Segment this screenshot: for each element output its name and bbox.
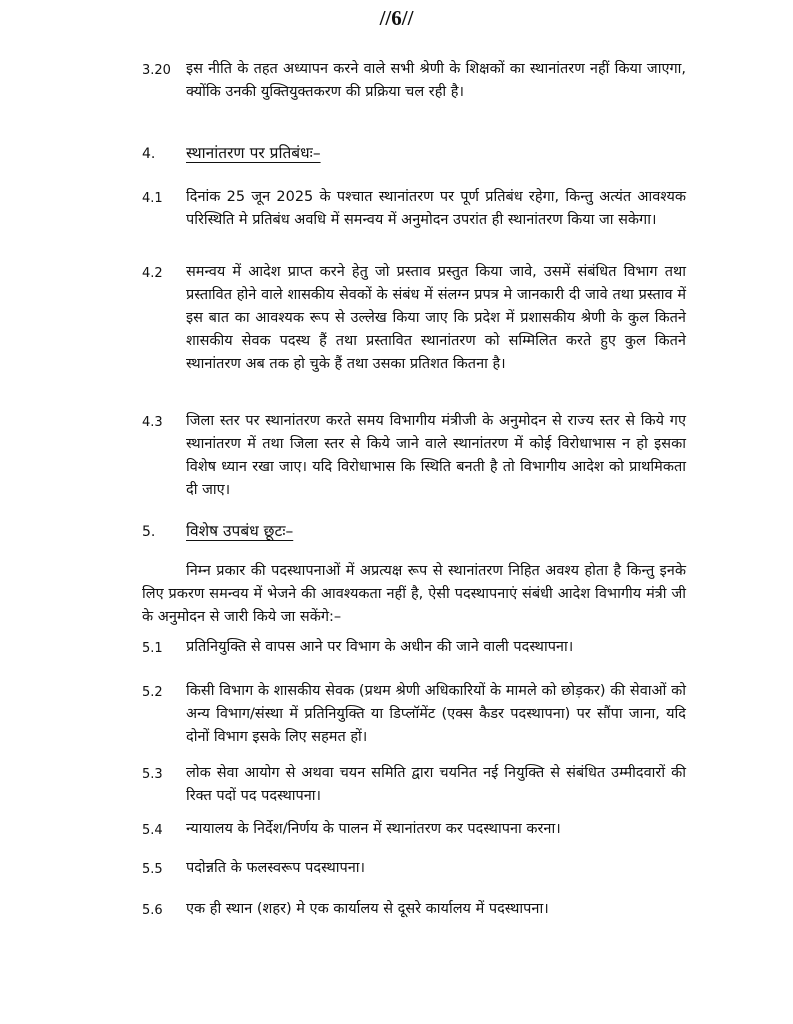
paragraph-5-1 [142,636,686,660]
paragraph-number: 5.4 [142,823,163,838]
paragraph-text: दिनांक 25 जून 2025 के पश्चात स्थानांतरण पर पूर्ण प्रतिबंध रहेगा, किन्तु अत्यंत आवश्यक परिस्थिति मे प्रतिबंध अवधि में समन्वय में अनुमोदन उपरांत ही स्थानांतरण किया जा सकेगा। [186,189,686,228]
section-heading-4 [142,141,321,166]
paragraph-text: प्रतिनियुक्ति से वापस आने पर विभाग के अधीन की जाने वाली पदस्थापना। [186,639,574,655]
page-number: //6// [379,6,414,30]
paragraph-number: 3.20 [142,63,171,78]
section-number: 4. [142,146,156,162]
paragraph-text: इस नीति के तहत अध्यापन करने वाले सभी श्रेणी के शिक्षकों का स्थानांतरण नहीं किया जाएगा, क्योंकि उनकी युक्तियुक्तकरण की प्रक्रिया चल रही है। [186,61,686,100]
paragraph-5-6 [142,898,686,922]
paragraph-text: न्यायालय के निर्देश/निर्णय के पालन में स्थानांतरण कर पदस्थापना करना। [186,821,561,837]
paragraph-5-5 [142,857,686,881]
paragraph-5-4 [142,818,686,842]
paragraph-number: 4.1 [142,191,163,206]
paragraph-number: 4.3 [142,415,163,430]
paragraph-number: 5.5 [142,862,163,877]
paragraph-number: 5.1 [142,641,163,656]
paragraph-5-3 [142,762,686,808]
section-5-intro: निम्न प्रकार की पदस्थापनाओं में अप्रत्यक्ष रूप से स्थानांतरण निहित अवश्य होता है किन्तु इनके लिए प्रकरण समन्वय में भेजने की आवश्यकता नहीं है, ऐसी पदस्थापनाएं संबंधी आदेश विभागीय मंत्री जी के अनुमोदन से जारी किये जा सकेंगे:– [142,563,686,625]
paragraph-text: लोक सेवा आयोग से अथवा चयन समिति द्वारा चयनित नई नियुक्ति से संबंधित उम्मीदवारों की रिक्त पदों पद पदस्थापना। [186,765,686,804]
paragraph-5-2 [142,680,686,749]
paragraph-text: जिला स्तर पर स्थानांतरण करते समय विभागीय मंत्रीजी के अनुमोदन से राज्य स्तर से किये गए स्थानांतरण में तथा जिला स्तर से किये जाने वाले स्थानांतरण में कोई विरोधाभास न हो इसका विशेष ध्यान रखा जाए। यदि विरोधाभास कि स्थिति बनती है तो विभागीय आदेश को प्राथमिकता दी जाए। [186,413,686,498]
paragraph-text: पदोन्नति के फलस्वरूप पदस्थापना। [186,860,365,876]
paragraph-number: 5.2 [142,685,163,700]
paragraph-4-3 [142,410,686,502]
section-title: विशेष उपबंध छूटः– [186,522,294,540]
section-heading-5 [142,519,293,544]
paragraph-number: 5.6 [142,903,163,918]
section-number: 5. [142,524,156,540]
paragraph-4-1 [142,186,686,232]
paragraph-number: 5.3 [142,767,163,782]
paragraph-number: 4.2 [142,266,163,281]
paragraph-3-20 [142,58,686,104]
paragraph-text: किसी विभाग के शासकीय सेवक (प्रथम श्रेणी अधिकारियों के मामले को छोड़कर) की सेवाओं को अन्य विभाग/संस्था में प्रतिनियुक्ति या डिप्लॉमेंट (एक्स कैडर पदस्थापना) पर सौंपा जाना, यदि दोनों विभाग इसके लिए सहमत हों। [186,683,686,745]
paragraph-text: समन्वय में आदेश प्राप्त करने हेतु जो प्रस्ताव प्रस्तुत किया जावे, उसमें संबंधित विभाग तथा प्रस्तावित होने वाले शासकीय सेवकों के संबंध में संलग्न प्रपत्र मे जानकारी दी जावे तथा प्रस्ताव में इस बात का आवश्यक रूप से उल्लेख किया जाए कि प्रदेश में प्रशासकीय श्रेणी के कुल कितने शासकीय सेवक पदस्थ हैं तथा प्रस्तावित स्थानांतरण को सम्मिलित करते हुए कुल कितने स्थानांतरण अब तक हो चुके हैं तथा उसका प्रतिशत कितना है। [186,264,686,372]
paragraph-text: एक ही स्थान (शहर) मे एक कार्यालय से दूसरे कार्यालय में पदस्थापना। [186,901,549,917]
section-title: स्थानांतरण पर प्रतिबंधः– [186,144,321,162]
paragraph-4-2 [142,261,686,376]
